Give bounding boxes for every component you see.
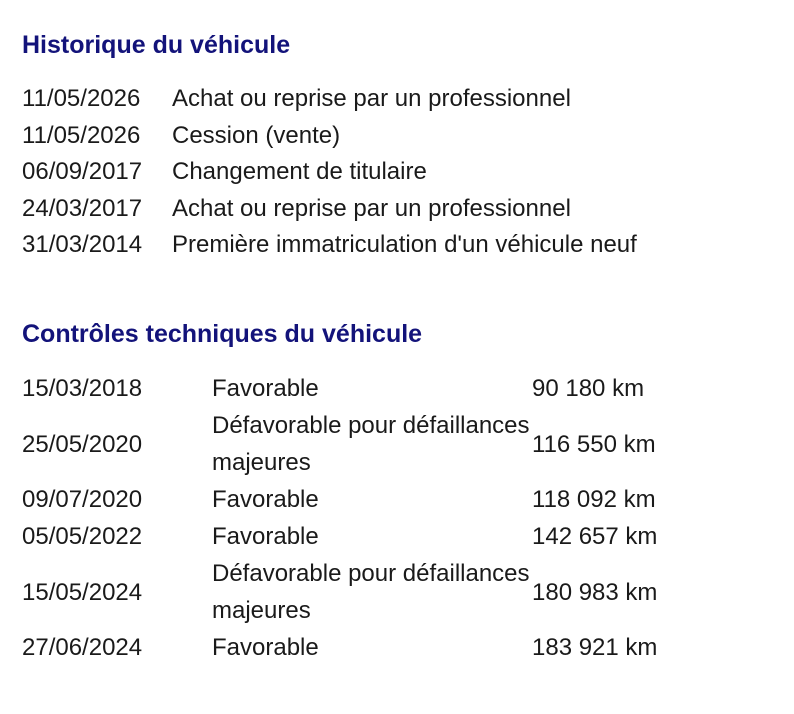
history-list [22, 83, 637, 266]
inspections-title: Contrôles techniques du véhicule [22, 320, 423, 348]
inspection-date: 05/05/2022 [22, 523, 143, 550]
history-item [22, 229, 637, 266]
table-row [22, 407, 682, 481]
history-event: Cession (vente) [172, 121, 341, 149]
inspection-mileage: 118 092 km [532, 486, 656, 513]
history-date: 11/05/2026 [22, 85, 141, 112]
table-row [22, 629, 682, 666]
table-row [22, 555, 682, 629]
history-event: Achat ou reprise par un professionnel [172, 85, 571, 112]
table-row [22, 370, 682, 407]
inspection-result: Favorable [212, 375, 319, 402]
inspection-mileage: 116 550 km [532, 430, 656, 458]
inspection-mileage: 180 983 km [532, 578, 658, 606]
history-date: 06/09/2017 [22, 158, 143, 185]
history-date: 24/03/2017 [22, 194, 143, 222]
history-item [22, 193, 637, 230]
history-date: 11/05/2026 [22, 121, 141, 149]
history-event: Achat ou reprise par un professionnel [172, 194, 571, 222]
inspection-result: Défavorable pour défaillances majeures [212, 412, 530, 476]
history-event: Première immatriculation d'un véhicule neuf [172, 231, 637, 258]
inspection-mileage: 90 180 km [532, 375, 645, 402]
inspection-result: Favorable [212, 634, 319, 661]
table-row [22, 518, 682, 555]
table-row [22, 481, 682, 518]
history-event: Changement de titulaire [172, 158, 427, 185]
inspection-mileage: 142 657 km [532, 523, 658, 550]
inspection-date: 25/05/2020 [22, 430, 143, 458]
inspections-table [22, 370, 682, 666]
history-item [22, 83, 637, 120]
inspection-result: Défavorable pour défaillances majeures [212, 560, 530, 624]
inspection-result: Favorable [212, 486, 319, 513]
history-date: 31/03/2014 [22, 231, 143, 258]
history-item [22, 156, 637, 193]
inspection-date: 09/07/2020 [22, 486, 143, 513]
inspection-mileage: 183 921 km [532, 634, 658, 661]
history-item [22, 120, 637, 157]
history-title: Historique du véhicule [22, 31, 291, 59]
inspection-date: 15/05/2024 [22, 578, 143, 606]
inspection-date: 15/03/2018 [22, 375, 143, 402]
inspection-date: 27/06/2024 [22, 634, 143, 661]
inspection-result: Favorable [212, 523, 319, 550]
